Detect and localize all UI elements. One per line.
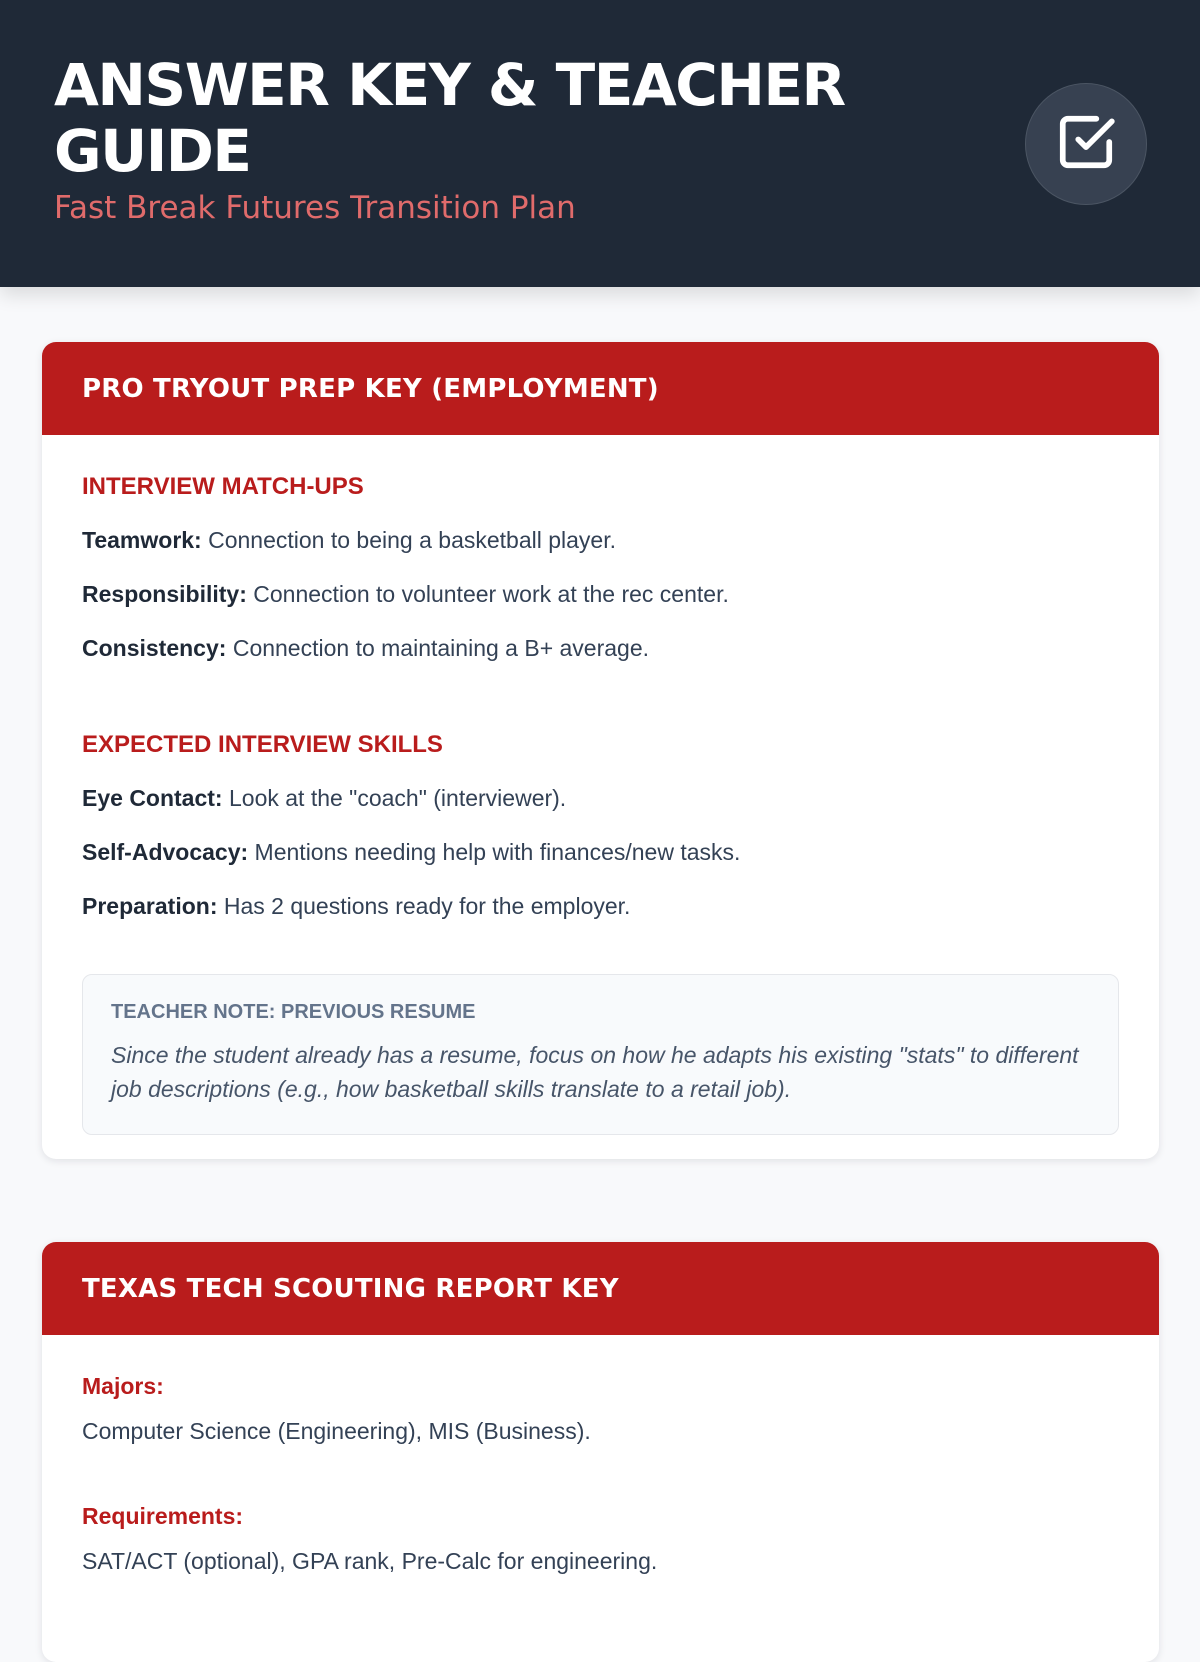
requirements-value: SAT/ACT (optional), GPA rank, Pre-Calc for engineering. <box>82 1548 658 1574</box>
skill-text: Look at the "coach" (interviewer). <box>222 785 567 811</box>
employment-card-header: PRO TRYOUT PREP KEY (EMPLOYMENT) <box>42 342 1159 435</box>
employment-card <box>42 342 1159 1159</box>
skill-term: Preparation: <box>82 893 218 919</box>
majors-value: Computer Science (Engineering), MIS (Business). <box>82 1418 591 1444</box>
checkbox-icon <box>1055 111 1117 178</box>
skill-item <box>82 839 1119 866</box>
scouting-card-header: TEXAS TECH SCOUTING REPORT KEY <box>42 1242 1159 1335</box>
skill-term: Eye Contact: <box>82 785 223 811</box>
teacher-note-title: TEACHER NOTE: PREVIOUS RESUME <box>111 1001 476 1023</box>
page-title: ANSWER KEY & TEACHER GUIDE <box>54 51 845 185</box>
requirements-label: Requirements: <box>82 1503 244 1529</box>
skill-item <box>82 785 1119 812</box>
majors-label: Majors: <box>82 1373 164 1399</box>
skill-text: Mentions needing help with finances/new tasks. <box>248 839 741 865</box>
matchup-term: Responsibility: <box>82 581 247 607</box>
teacher-note-text: Since the student already has a resume, focus on how he adapts his existing "stats" to different job descriptions (e.g., how basketball skills translate to a retail job). <box>111 1042 1079 1102</box>
skill-text: Has 2 questions ready for the employer. <box>217 893 631 919</box>
matchup-item <box>82 527 1119 554</box>
interview-skills-title: EXPECTED INTERVIEW SKILLS <box>82 731 443 758</box>
matchup-term: Teamwork: <box>82 527 202 553</box>
matchup-text: Connection to volunteer work at the rec center. <box>246 581 729 607</box>
matchup-text: Connection to maintaining a B+ average. <box>226 635 650 661</box>
checkbox-badge <box>1025 83 1147 205</box>
page-subtitle: Fast Break Futures Transition Plan <box>54 190 576 226</box>
skill-item <box>82 893 1119 920</box>
matchup-item <box>82 581 1119 608</box>
matchup-text: Connection to being a basketball player. <box>201 527 616 553</box>
skill-term: Self-Advocacy: <box>82 839 249 865</box>
teacher-note <box>82 974 1119 1135</box>
scouting-card <box>42 1242 1159 1662</box>
matchup-term: Consistency: <box>82 635 227 661</box>
page-header <box>0 0 1200 287</box>
matchup-item <box>82 635 1119 662</box>
interview-matchups-title: INTERVIEW MATCH-UPS <box>82 473 364 500</box>
